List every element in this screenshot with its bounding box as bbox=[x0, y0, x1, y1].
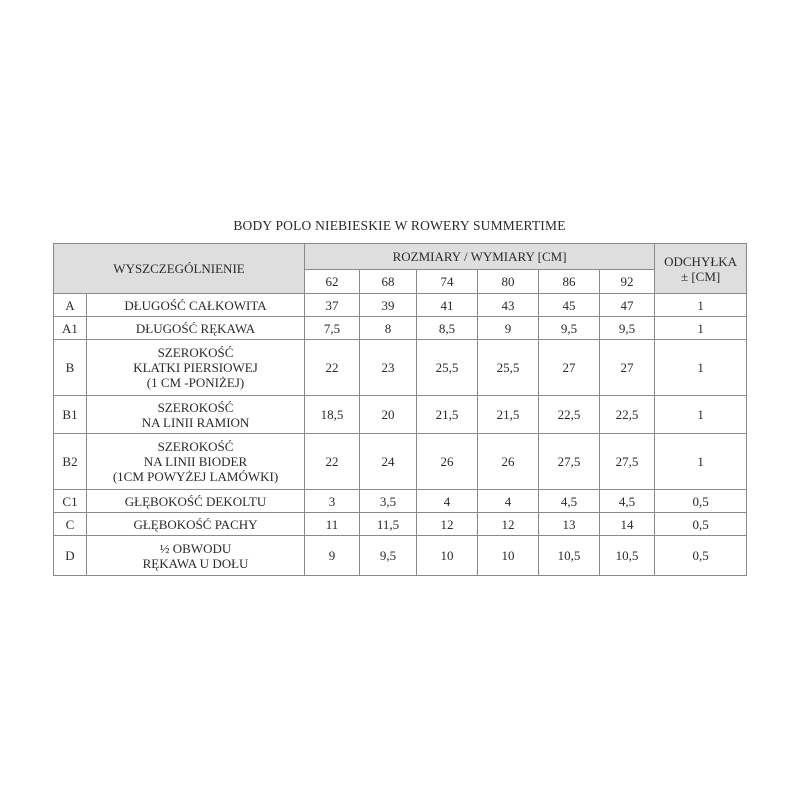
size-value: 26 bbox=[417, 434, 478, 490]
size-value: 4,5 bbox=[600, 490, 655, 513]
size-value: 24 bbox=[360, 434, 417, 490]
size-value: 25,5 bbox=[417, 340, 478, 396]
row-label: SZEROKOŚĆ KLATKI PIERSIOWEJ (1 CM -PONIŻEJ) bbox=[87, 340, 305, 396]
size-header: 74 bbox=[417, 270, 478, 294]
row-label: DŁUGOŚĆ CAŁKOWITA bbox=[87, 294, 305, 317]
row-code: B bbox=[54, 340, 87, 396]
size-header: 92 bbox=[600, 270, 655, 294]
size-header: 62 bbox=[305, 270, 360, 294]
row-label: DŁUGOŚĆ RĘKAWA bbox=[87, 317, 305, 340]
table-title: BODY POLO NIEBIESKIE W ROWERY SUMMERTIME bbox=[233, 218, 566, 233]
size-value: 21,5 bbox=[417, 396, 478, 434]
row-code: D bbox=[54, 536, 87, 576]
tolerance-value: 0,5 bbox=[655, 490, 747, 513]
size-value: 11,5 bbox=[360, 513, 417, 536]
table-row bbox=[54, 536, 747, 576]
header-row bbox=[54, 244, 747, 270]
table-row bbox=[54, 513, 747, 536]
size-value: 23 bbox=[360, 340, 417, 396]
table-row bbox=[54, 490, 747, 513]
size-value: 8,5 bbox=[417, 317, 478, 340]
size-value: 27,5 bbox=[600, 434, 655, 490]
size-value: 45 bbox=[539, 294, 600, 317]
size-value: 3 bbox=[305, 490, 360, 513]
size-header: 86 bbox=[539, 270, 600, 294]
size-value: 9 bbox=[305, 536, 360, 576]
size-value: 10,5 bbox=[600, 536, 655, 576]
size-value: 9 bbox=[478, 317, 539, 340]
size-value: 4,5 bbox=[539, 490, 600, 513]
size-value: 10,5 bbox=[539, 536, 600, 576]
tolerance-value: 1 bbox=[655, 396, 747, 434]
tolerance-value: 0,5 bbox=[655, 513, 747, 536]
row-code: A1 bbox=[54, 317, 87, 340]
tolerance-value: 1 bbox=[655, 294, 747, 317]
size-value: 12 bbox=[417, 513, 478, 536]
tolerance-value: 1 bbox=[655, 317, 747, 340]
size-value: 9,5 bbox=[539, 317, 600, 340]
row-code: C1 bbox=[54, 490, 87, 513]
row-code: A bbox=[54, 294, 87, 317]
table-row bbox=[54, 317, 747, 340]
size-value: 27,5 bbox=[539, 434, 600, 490]
tolerance-value: 0,5 bbox=[655, 536, 747, 576]
tolerance-value: 1 bbox=[655, 434, 747, 490]
size-value: 14 bbox=[600, 513, 655, 536]
size-value: 22 bbox=[305, 434, 360, 490]
size-value: 26 bbox=[478, 434, 539, 490]
size-value: 22,5 bbox=[600, 396, 655, 434]
size-value: 27 bbox=[539, 340, 600, 396]
size-value: 9,5 bbox=[600, 317, 655, 340]
size-value: 10 bbox=[478, 536, 539, 576]
table-row bbox=[54, 340, 747, 396]
sizes-group-header: ROZMIARY / WYMIARY [CM] bbox=[305, 244, 655, 270]
row-code: B1 bbox=[54, 396, 87, 434]
size-value: 37 bbox=[305, 294, 360, 317]
size-value: 4 bbox=[478, 490, 539, 513]
row-code: C bbox=[54, 513, 87, 536]
size-value: 4 bbox=[417, 490, 478, 513]
size-value: 27 bbox=[600, 340, 655, 396]
row-label: SZEROKOŚĆ NA LINII RAMION bbox=[87, 396, 305, 434]
size-value: 22 bbox=[305, 340, 360, 396]
row-label: GŁĘBOKOŚĆ DEKOLTU bbox=[87, 490, 305, 513]
tolerance-value: 1 bbox=[655, 340, 747, 396]
size-header: 80 bbox=[478, 270, 539, 294]
size-value: 47 bbox=[600, 294, 655, 317]
size-value: 39 bbox=[360, 294, 417, 317]
size-value: 21,5 bbox=[478, 396, 539, 434]
size-value: 22,5 bbox=[539, 396, 600, 434]
size-value: 43 bbox=[478, 294, 539, 317]
row-label: ½ OBWODU RĘKAWA U DOŁU bbox=[87, 536, 305, 576]
size-value: 41 bbox=[417, 294, 478, 317]
size-chart-table bbox=[53, 243, 747, 576]
size-value: 10 bbox=[417, 536, 478, 576]
table-row bbox=[54, 396, 747, 434]
size-value: 20 bbox=[360, 396, 417, 434]
size-value: 12 bbox=[478, 513, 539, 536]
row-label: GŁĘBOKOŚĆ PACHY bbox=[87, 513, 305, 536]
size-header: 68 bbox=[360, 270, 417, 294]
table-row bbox=[54, 434, 747, 490]
table-row bbox=[54, 294, 747, 317]
spec-header: WYSZCZEGÓLNIENIE bbox=[54, 244, 305, 294]
size-value: 8 bbox=[360, 317, 417, 340]
row-code: B2 bbox=[54, 434, 87, 490]
size-value: 13 bbox=[539, 513, 600, 536]
row-label: SZEROKOŚĆ NA LINII BIODER (1CM POWYŻEJ LAMÓWKI) bbox=[87, 434, 305, 490]
size-value: 11 bbox=[305, 513, 360, 536]
size-value: 7,5 bbox=[305, 317, 360, 340]
tolerance-header: ODCHYŁKA ± [CM] bbox=[655, 244, 747, 294]
size-value: 3,5 bbox=[360, 490, 417, 513]
size-value: 18,5 bbox=[305, 396, 360, 434]
size-value: 9,5 bbox=[360, 536, 417, 576]
size-value: 25,5 bbox=[478, 340, 539, 396]
